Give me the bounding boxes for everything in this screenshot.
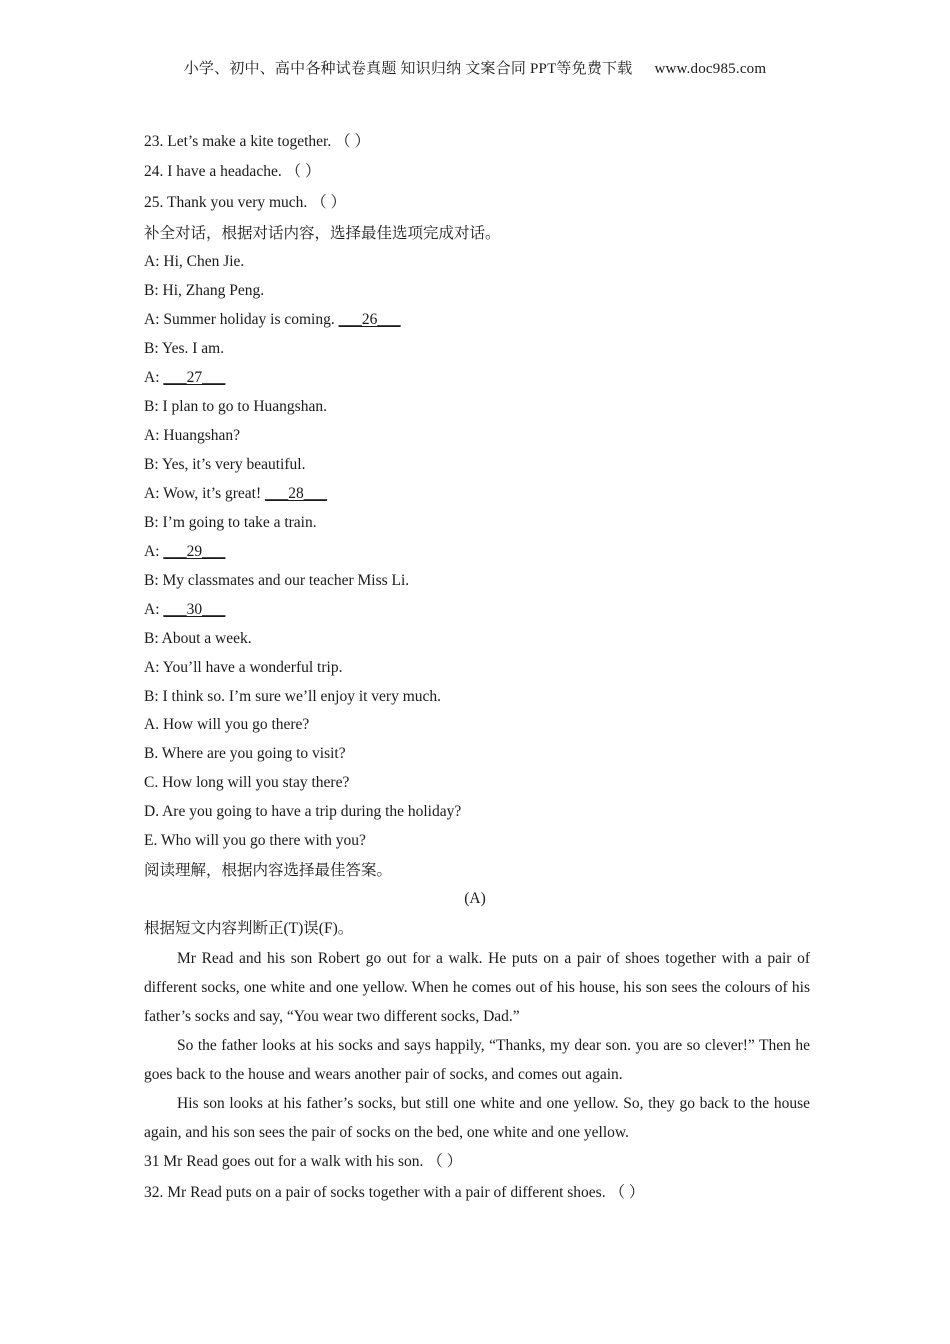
question-23: 23. Let’s make a kite together. （ ） [144, 133, 370, 150]
dialogue-line: A: ___29___ [144, 543, 226, 560]
blank-28: ___28___ [265, 485, 328, 502]
question-25: 25. Thank you very much. （ ） [144, 194, 347, 211]
blank-27: ___27___ [163, 369, 226, 386]
dialogue-line: B: I think so. I’m sure we’ll enjoy it very much. [144, 688, 442, 705]
dialogue-line: B: Yes, it’s very beautiful. [144, 456, 306, 473]
dialogue-line: A: Huangshan? [144, 427, 240, 444]
dialogue-line: B: My classmates and our teacher Miss Li. [144, 572, 410, 589]
dialogue-instruction: 补全对话，根据对话内容，选择最佳选项完成对话。 [144, 225, 501, 242]
dialogue-line: A: ___27___ [144, 369, 226, 386]
question-24: 24. I have a headache. （ ） [144, 163, 321, 180]
dialogue-line: A: Summer holiday is coming. ___26___ [144, 311, 401, 328]
section-label: (A) [464, 890, 486, 907]
option-b: B. Where are you going to visit? [144, 745, 346, 762]
option-d: D. Are you going to have a trip during the holiday? [144, 803, 462, 820]
blank-29: ___29___ [163, 543, 226, 560]
blank-26: ___26___ [338, 311, 401, 328]
dialogue-line: A: ___30___ [144, 601, 226, 618]
dialogue-line: B: About a week. [144, 630, 252, 647]
question-31: 31 Mr Read goes out for a walk with his son. （ ） [144, 1153, 463, 1170]
dialogue-line: A: You’ll have a wonderful trip. [144, 659, 343, 676]
passage-paragraph-1: Mr Read and his son Robert go out for a walk. He puts on a pair of shoes together with a pair of different socks, one white and one yellow. When he comes out of his house, his son sees the colours of his father’s socks and say, “You wear two different socks, Dad.” [144, 950, 810, 1025]
option-a: A. How will you go there? [144, 716, 310, 733]
header-url[interactable]: www.doc985.com [654, 61, 767, 77]
tf-instruction: 根据短文内容判断正(T)误(F)。 [144, 920, 354, 937]
passage-paragraph-3: His son looks at his father’s socks, but still one white and one yellow. So, they go back to the house again, and his son sees the pair of socks on the bed, one white and one yellow. [144, 1095, 810, 1141]
dialogue-line: B: I’m going to take a train. [144, 514, 317, 531]
blank-30: ___30___ [163, 601, 226, 618]
question-32: 32. Mr Read puts on a pair of socks together with a pair of different shoes. （ ） [144, 1184, 645, 1201]
option-c: C. How long will you stay there? [144, 774, 350, 791]
reading-instruction: 阅读理解，根据内容选择最佳答案。 [144, 862, 393, 879]
header-text: 小学、初中、高中各种试卷真题 知识归纳 文案合同 PPT等免费下载 [183, 61, 633, 77]
dialogue-line: B: Hi, Zhang Peng. [144, 282, 265, 299]
dialogue-line: B: I plan to go to Huangshan. [144, 398, 327, 415]
option-e: E. Who will you go there with you? [144, 832, 366, 849]
page-header [0, 57, 950, 78]
passage-paragraph-2: So the father looks at his socks and says happily, “Thanks, my dear son. you are so clever!” Then he goes back to the house and wears another pair of socks, and comes out again. [144, 1037, 810, 1083]
dialogue-line: A: Hi, Chen Jie. [144, 253, 245, 270]
dialogue-line: B: Yes. I am. [144, 340, 225, 357]
dialogue-line: A: Wow, it’s great! ___28___ [144, 485, 328, 502]
